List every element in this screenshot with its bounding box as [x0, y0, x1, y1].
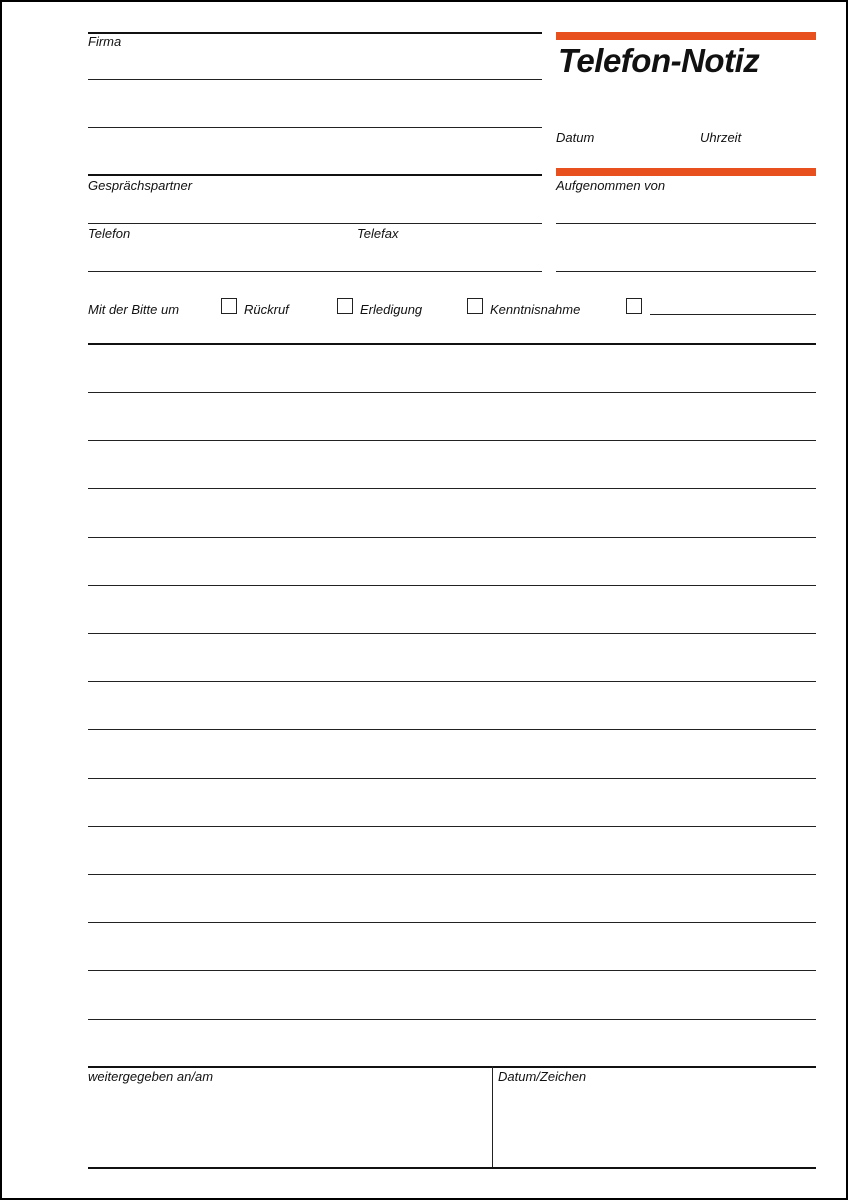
note-line[interactable] — [88, 633, 816, 634]
note-line[interactable] — [88, 537, 816, 538]
other-line[interactable] — [650, 314, 816, 315]
footer-top-rule — [88, 1066, 816, 1068]
datum-zeichen-label: Datum/Zeichen — [498, 1069, 587, 1084]
footer-bottom-rule — [88, 1167, 816, 1169]
note-line[interactable] — [88, 922, 816, 923]
note-line[interactable] — [88, 440, 816, 441]
footer-divider — [492, 1066, 493, 1168]
aufgenommen-line-2[interactable] — [556, 271, 816, 272]
rueckruf-label: Rückruf — [244, 302, 289, 317]
gespraechspartner-label: Gesprächspartner — [88, 178, 193, 193]
telefon-label: Telefon — [88, 226, 131, 241]
firma-line-1[interactable] — [88, 79, 542, 80]
title-accent-bar — [556, 32, 816, 40]
form-title: Telefon-Notiz — [558, 42, 760, 79]
aufgenommen-line-1[interactable] — [556, 223, 816, 224]
notes-top-rule — [88, 343, 816, 345]
note-line[interactable] — [88, 729, 816, 730]
weitergegeben-label: weitergegeben an/am — [88, 1069, 214, 1084]
note-line[interactable] — [88, 585, 816, 586]
note-line[interactable] — [88, 392, 816, 393]
firma-label: Firma — [88, 34, 122, 49]
rueckruf-checkbox[interactable] — [221, 298, 237, 314]
note-line[interactable] — [88, 874, 816, 875]
note-line[interactable] — [88, 681, 816, 682]
request-label: Mit der Bitte um — [88, 302, 180, 317]
telefon-line[interactable] — [88, 271, 542, 272]
note-line[interactable] — [88, 826, 816, 827]
telefax-label: Telefax — [357, 226, 399, 241]
datum-accent-bar — [556, 168, 816, 176]
note-line[interactable] — [88, 488, 816, 489]
kenntnisnahme-label: Kenntnisnahme — [490, 302, 581, 317]
kenntnisnahme-checkbox[interactable] — [467, 298, 483, 314]
gespraechspartner-line[interactable] — [88, 223, 542, 224]
note-line[interactable] — [88, 1019, 816, 1020]
firma-line-2[interactable] — [88, 127, 542, 128]
erledigung-checkbox[interactable] — [337, 298, 353, 314]
datum-label: Datum — [556, 130, 595, 145]
firma-line-3[interactable] — [88, 174, 542, 176]
firma-top-rule — [88, 32, 542, 34]
other-checkbox[interactable] — [626, 298, 642, 314]
uhrzeit-label: Uhrzeit — [700, 130, 742, 145]
aufgenommen-von-label: Aufgenommen von — [556, 178, 666, 193]
note-line[interactable] — [88, 970, 816, 971]
erledigung-label: Erledigung — [360, 302, 423, 317]
note-line[interactable] — [88, 778, 816, 779]
